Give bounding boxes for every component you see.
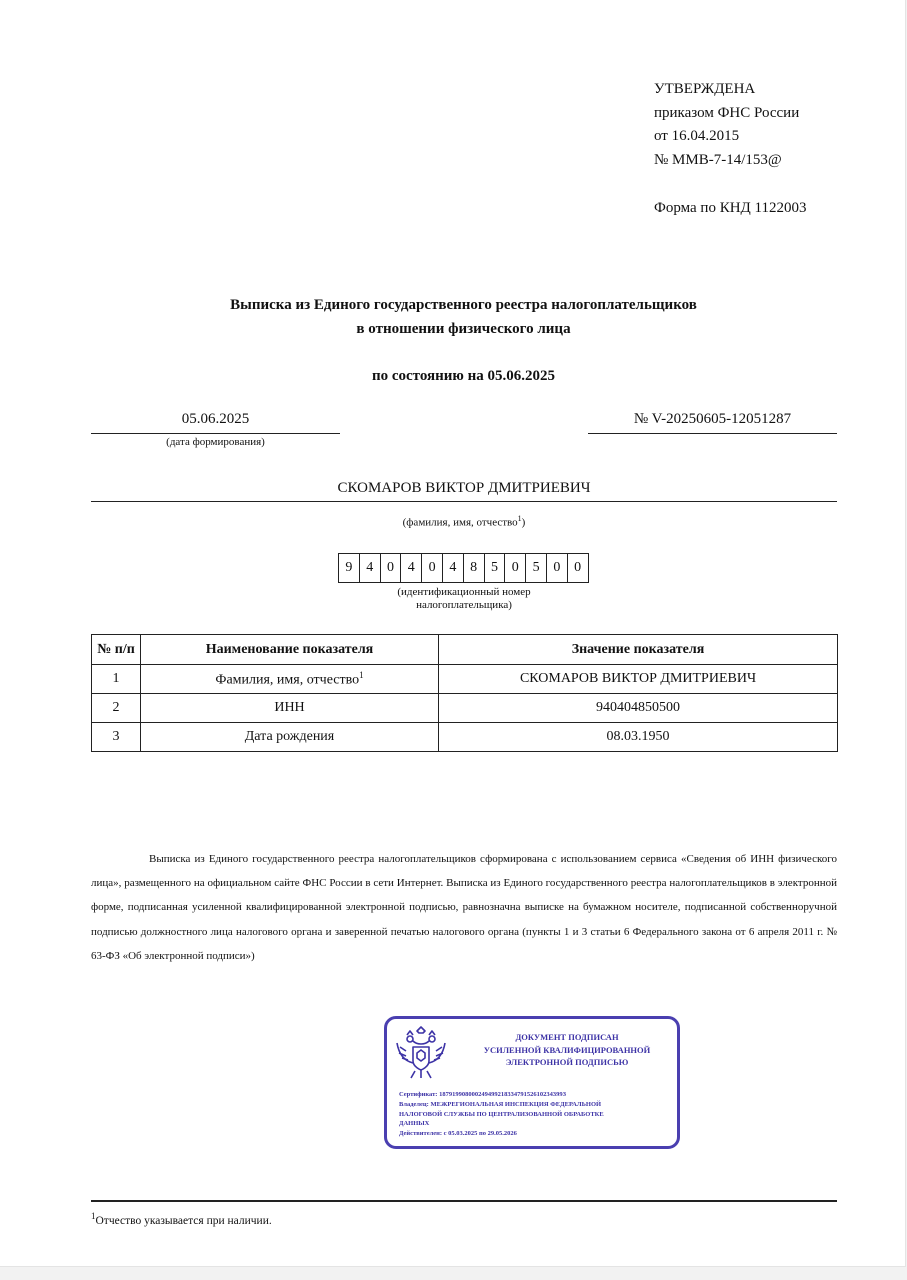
inn-digit: 0	[421, 553, 443, 583]
indicators-table	[91, 634, 838, 752]
as-of-date: по состоянию на 05.06.2025	[371, 368, 556, 384]
footnote: $^1$Отчество указывается при наличии.	[91, 1211, 272, 1227]
row-name: ИНН	[141, 694, 439, 723]
person-fio: СКОМАРОВ ВИКТОР ДМИТРИЕВИЧ	[337, 480, 591, 496]
footnote-mark: 1	[359, 669, 364, 680]
stamp-owner: Владелец: МЕЖРЕГИОНАЛЬНАЯ ИНСПЕКЦИЯ ФЕДЕРАЛЬНОЙ	[399, 1100, 602, 1108]
formation-date-caption: (дата формирования)	[166, 436, 265, 448]
double-headed-eagle-icon	[393, 1025, 449, 1081]
row-name: Фамилия, имя, отчество$^1$	[141, 665, 439, 694]
inn-digit: 8	[463, 553, 485, 583]
approval-line: от 16.04.2015	[654, 128, 740, 144]
inn-digit: 0	[546, 553, 568, 583]
legal-paragraph: Выписка из Единого государственного реестра налогоплательщиков сформирована с использованием сервиса «Сведения об ИНН физического лица», размещенного на официальном сайте ФНС России в сети Интернет. Выписка из Единого государственного реестра налогоплательщиков в электронной форме, подписанная усиленной квалифицированной электронной подписью, равнозначна выписке на бумажном носителе, подписанной собственноручной подписью должностного лица налогового органа и заверенной печатью налогового органа (пункты 1 и 3 статьи 6 Федерального закона от 6 апреля 2011 г. № 63-ФЗ «Об электронной подписи»)	[91, 853, 837, 962]
footnote-divider	[91, 1200, 837, 1202]
row-number: 3	[92, 723, 141, 752]
inn-caption: (идентификационный номер налогоплательщика)	[397, 586, 531, 611]
inn-digit: 0	[504, 553, 526, 583]
stamp-owner: НАЛОГОВОЙ СЛУЖБЫ ПО ЦЕНТРАЛИЗОВАННОЙ ОБРАБОТКЕ	[399, 1110, 604, 1118]
row-value: СКОМАРОВ ВИКТОР ДМИТРИЕВИЧ	[439, 665, 838, 694]
form-code: Форма по КНД 1122003	[654, 200, 807, 216]
inn-digit: 5	[525, 553, 547, 583]
document-number: № V-20250605-12051287	[633, 411, 792, 427]
formation-date: 05.06.2025	[181, 411, 250, 427]
table-header-row	[92, 635, 838, 665]
header-cell-value: Значение показателя	[439, 635, 838, 665]
formation-date-underline	[91, 433, 340, 434]
inn-digit: 0	[567, 553, 589, 583]
inn-digit: 4	[359, 553, 381, 583]
row-number: 2	[92, 694, 141, 723]
stamp-details	[399, 1090, 669, 1139]
footnote-mark: 1	[91, 1211, 96, 1221]
inn-digit: 5	[484, 553, 506, 583]
row-name: Дата рождения	[141, 723, 439, 752]
header-cell-number: № п/п	[92, 635, 141, 665]
table-row	[92, 694, 838, 723]
inn-digit: 0	[380, 553, 402, 583]
header-cell-name: Наименование показателя	[141, 635, 439, 665]
document-number-underline	[588, 433, 837, 434]
stamp-title: ДОКУМЕНТ ПОДПИСАН УСИЛЕННОЙ КВАЛИФИЦИРОВАННОЙ ЭЛЕКТРОННОЙ ПОДПИСЬЮ	[483, 1032, 651, 1067]
table-row	[92, 665, 838, 694]
fio-caption: (фамилия, имя, отчество$^1$)	[402, 514, 526, 529]
footnote-mark: 1	[517, 514, 522, 523]
fio-underline	[91, 501, 837, 502]
inn-digit: 9	[338, 553, 360, 583]
approval-block	[654, 78, 799, 172]
inn-digit: 4	[400, 553, 422, 583]
document-title-line1: Выписка из Единого государственного реестра налогоплательщиков	[230, 297, 697, 313]
table-row	[92, 723, 838, 752]
document-title-line2: в отношении физического лица	[356, 321, 571, 337]
approval-line: УТВЕРЖДЕНА	[654, 81, 756, 97]
row-number: 1	[92, 665, 141, 694]
row-value: 08.03.1950	[439, 723, 838, 752]
stamp-validity: Действителен: с 05.03.2025 по 29.05.2026	[399, 1130, 517, 1138]
inn-digit-boxes	[339, 553, 589, 583]
approval-line: приказом ФНС России	[654, 104, 800, 121]
inn-digit: 4	[442, 553, 464, 583]
stamp-owner: ДАННЫХ	[399, 1120, 430, 1128]
row-value: 940404850500	[439, 694, 838, 723]
approval-line: № ММВ-7-14/153@	[654, 151, 782, 168]
electronic-signature-stamp	[384, 1016, 680, 1149]
stamp-certificate: Сертификат: 18791990800024949921833479152610234399З	[399, 1091, 567, 1098]
